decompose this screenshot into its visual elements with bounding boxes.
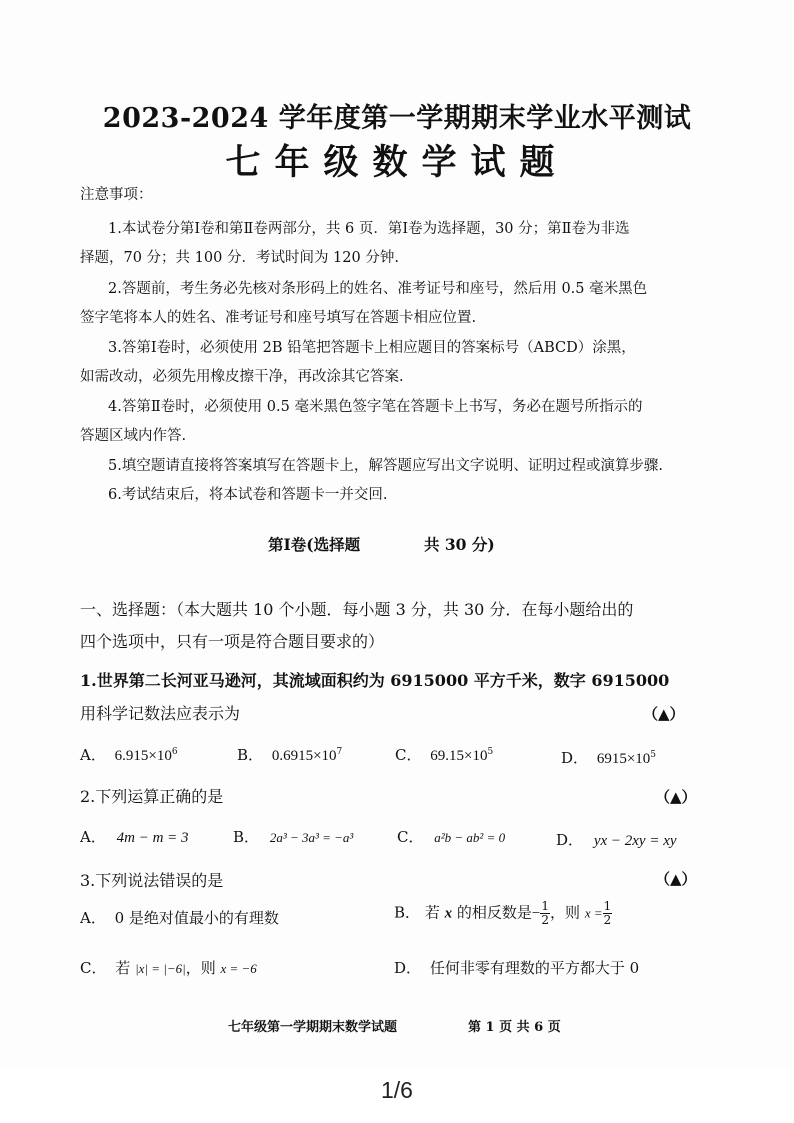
option-label: A． (80, 828, 106, 846)
option-expression: x = (584, 905, 603, 921)
notice-line: 如需改动，必须先用橡皮擦干净，再改涂其它答案. (80, 369, 404, 385)
exam-title: 2023-2024 学年度第一学期期末学业水平测试 (102, 103, 692, 134)
footer-title: 七年级第一学期期末数学试题 (228, 1020, 398, 1035)
fraction-numerator: 1 (603, 899, 612, 913)
option-expression: |x| = |−6| (135, 961, 186, 976)
option-exponent: 5 (487, 747, 494, 757)
notice-line: 2.答题前，考生务必先核对条形码上的姓名、准考证号和座号，然后用 0.5 毫米黑色 (108, 281, 648, 297)
option-label: D． (561, 749, 589, 767)
q2-option-d (556, 829, 677, 850)
option-label: C． (80, 959, 107, 977)
notice-line: 答题区域内作答. (80, 428, 187, 444)
fraction (540, 900, 550, 927)
option-value: 0.6915×10 (271, 748, 337, 764)
q2-option-b (233, 826, 353, 847)
fraction (603, 900, 613, 927)
option-exponent: 6 (171, 747, 178, 757)
q1-stem-line2: 用科学记数法应表示为 (80, 704, 241, 723)
notice-line: 1.本试卷分第Ⅰ卷和第Ⅱ卷两部分，共 6 页．第Ⅰ卷为选择题，30 分；第Ⅱ卷为非选 (108, 221, 630, 237)
option-value: 6915×10 (596, 751, 651, 767)
option-label: D． (556, 831, 584, 849)
notice-line: 6.考试结束后，将本试卷和答题卡一并交回. (108, 487, 388, 503)
page-indicator: 1/6 (381, 1077, 413, 1103)
notice-line: 3.答第Ⅰ卷时，必须使用 2B 铅笔把答题卡上相应题目的答案标号（ABCD）涂黑， (108, 340, 636, 356)
notice-heading: 注意事项： (80, 187, 153, 203)
q3-option-b (394, 900, 612, 927)
notice-line: 择题，70 分；共 100 分．考试时间为 120 分钟. (80, 250, 399, 266)
notice-line: 签字笔将本人的姓名、准考证号和座号填写在答题卡相应位置. (80, 310, 477, 326)
q1-option-b (237, 744, 342, 765)
q3-option-a (80, 907, 279, 928)
option-label: B． (237, 746, 264, 764)
q3-answer-mark: （▲） (655, 870, 697, 888)
option-text: ，则 (185, 959, 216, 977)
option-label: A． (80, 909, 106, 927)
option-exponent: 7 (336, 747, 343, 757)
option-text: 若 (115, 959, 131, 977)
option-variable: x (444, 905, 453, 922)
option-expression: a²b − ab² = 0 (434, 830, 506, 845)
footer-page-info: 第 1 页 共 6 页 (468, 1020, 561, 1035)
option-text: 的相反数是 (456, 903, 532, 922)
q2-answer-mark: （▲） (655, 788, 697, 806)
notice-line: 4.答第Ⅱ卷时，必须使用 0.5 毫米黑色签字笔在答题卡上书写，务必在题号所指示的 (108, 399, 643, 415)
section1-line2: 四个选项中，只有一项是符合题目要求的） (80, 632, 385, 651)
q3-option-c (80, 957, 257, 978)
q3-stem: 3.下列说法错误的是 (80, 871, 224, 890)
option-label: A． (80, 746, 106, 764)
option-label: C． (395, 746, 422, 764)
option-text: 任何非零有理数的平方都大于 0 (429, 959, 640, 977)
option-label: B． (394, 903, 421, 922)
option-exponent: 5 (650, 750, 657, 760)
notice-line: 5.填空题请直接将答案填写在答题卡上，解答题应写出文字说明、证明过程或演算步骤. (108, 458, 663, 474)
option-label: D． (394, 959, 422, 977)
q3-option-d (394, 957, 639, 978)
q2-stem: 2.下列运算正确的是 (80, 787, 224, 806)
q1-option-d (561, 747, 656, 768)
option-value: 6.915×10 (114, 748, 172, 764)
q1-stem-line1: 1.世界第二长河亚马逊河，其流域面积约为 6915000 平方千米，数字 6915000 (80, 671, 670, 690)
q1-answer-mark: （▲） (643, 705, 685, 723)
fraction-numerator: 1 (541, 899, 550, 913)
exam-subtitle: 七年级数学试题 (225, 142, 569, 183)
section1-line1: 一、选择题：（本大题共 10 个小题．每小题 3 分，共 30 分．在每小题给出的 (80, 600, 634, 619)
part1-title: 第Ⅰ卷(选择题 (268, 535, 361, 554)
option-text: ，则 (550, 903, 581, 922)
option-expression: 4m − m = 3 (116, 830, 189, 846)
q2-option-a (80, 826, 189, 847)
fraction-denominator: 2 (541, 913, 550, 927)
option-expression: 2a³ − 3a³ = −a³ (269, 830, 354, 845)
option-label: C． (397, 828, 424, 846)
q2-option-c (397, 826, 505, 847)
fraction-denominator: 2 (603, 913, 612, 927)
option-text: 0 是绝对值最小的有理数 (114, 909, 279, 927)
q1-option-c (395, 744, 493, 765)
option-expression: x = −6 (220, 961, 257, 976)
option-sign: − (531, 905, 541, 922)
option-label: B． (233, 828, 260, 846)
option-value: 69.15×10 (430, 748, 488, 764)
option-text: 若 (424, 903, 440, 922)
q1-option-a (80, 744, 178, 765)
option-expression: yx − 2xy = xy (593, 833, 677, 849)
part1-score: 共 30 分) (424, 535, 495, 554)
